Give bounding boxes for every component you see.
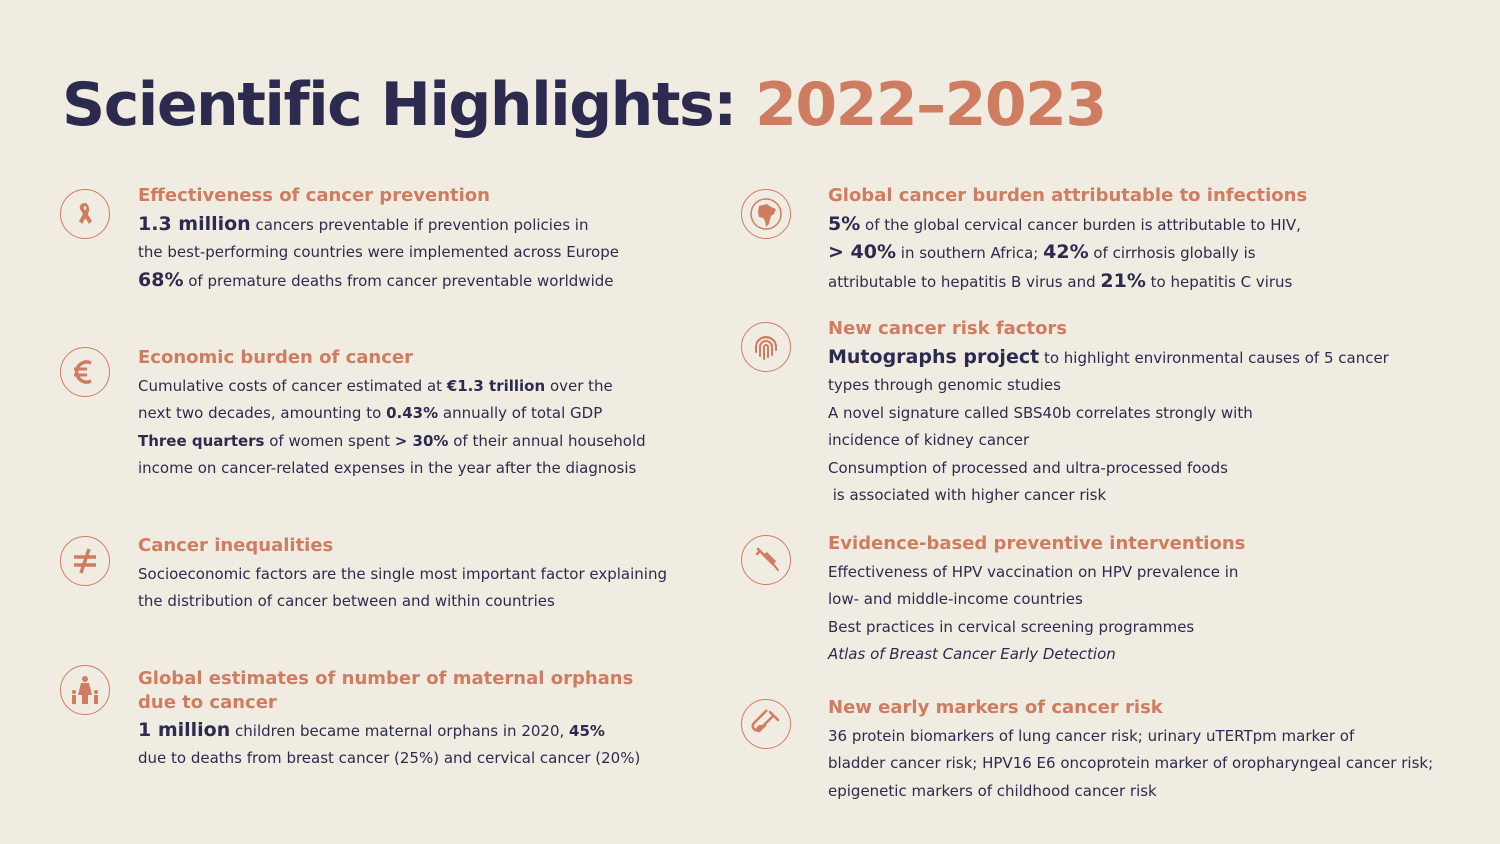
body-prevention (138, 211, 619, 295)
text-line: Best practices in cervical screening programmes (828, 617, 1195, 636)
stat-1-3-million: 1.3 million (138, 213, 251, 235)
stat-45-percent: 45% (569, 722, 605, 740)
text-line: of women spent (264, 431, 395, 450)
text-line: low- and middle-income countries (828, 590, 1083, 609)
heading-risk-factors: New cancer risk factors (828, 318, 1068, 339)
heading-markers: New early markers of cancer risk (828, 697, 1163, 718)
euro-icon (60, 347, 110, 397)
body-orphans (138, 717, 640, 773)
text-line: due to deaths from breast cancer (25%) and cervical cancer (20%) (138, 749, 641, 768)
text-line: epigenetic markers of childhood cancer risk (828, 781, 1157, 800)
heading-line: Global estimates of number of maternal orphans (138, 668, 634, 689)
mother-children-icon (60, 665, 110, 715)
text-line: the distribution of cancer between and within countries (138, 592, 555, 611)
title-year: 2022–2023 (755, 70, 1106, 140)
heading-inequalities: Cancer inequalities (138, 535, 334, 556)
body-risk-factors (828, 344, 1389, 509)
title-main: Scientific Highlights: (62, 70, 736, 140)
page-title (62, 70, 1106, 140)
atlas-title: Atlas of Breast Cancer Early Detection (828, 645, 1116, 664)
stat-1-3-trillion: €1.3 trillion (446, 377, 546, 395)
body-infections (828, 211, 1301, 296)
stat-42-percent: 42% (1043, 241, 1089, 264)
text-line: attributable to hepatitis B virus and (828, 272, 1101, 291)
body-inequalities (138, 561, 667, 616)
stat-1-million: 1 million (138, 719, 231, 741)
text-line: of premature deaths from cancer preventable worldwide (183, 271, 614, 290)
text-line: in southern Africa; (896, 244, 1044, 263)
text-line: to hepatitis C virus (1145, 272, 1293, 291)
test-tube-icon (741, 699, 791, 749)
heading-interventions: Evidence-based preventive interventions (828, 533, 1246, 554)
ribbon-icon (60, 189, 110, 239)
stat-30-percent: > 30% (394, 431, 449, 450)
heading-infections: Global cancer burden attributable to infections (828, 185, 1308, 206)
text-line: types through genomic studies (828, 376, 1061, 395)
text-line: Effectiveness of HPV vaccination on HPV prevalence in (828, 563, 1239, 581)
stat-68-percent: 68% (138, 268, 184, 291)
text-line: Cumulative costs of cancer estimated at (138, 377, 447, 395)
heading-line: due to cancer (138, 692, 277, 713)
heading-prevention: Effectiveness of cancer prevention (138, 185, 490, 206)
text-line: A novel signature called SBS40b correlates strongly with (828, 403, 1253, 422)
text-line: is associated with higher cancer risk (828, 486, 1107, 505)
text-line: 36 protein biomarkers of lung cancer risk; urinary uTERTpm marker of (828, 727, 1355, 745)
text-line: Consumption of processed and ultra-processed foods (828, 458, 1228, 477)
body-interventions (828, 559, 1238, 669)
text-line: incidence of kidney cancer (828, 431, 1030, 450)
fingerprint-icon (741, 322, 791, 372)
not-equal-icon (60, 536, 110, 586)
text-line: the best-performing countries were implemented across Europe (138, 243, 619, 262)
text-line: bladder cancer risk; HPV16 E6 oncoprotein marker of oropharyngeal cancer risk; (828, 754, 1434, 773)
stat-5-percent: 5% (828, 213, 861, 235)
stat-mutographs: Mutographs project (828, 346, 1040, 368)
text-line: of their annual household (448, 431, 646, 450)
stat-40-percent: > 40% (828, 241, 897, 264)
text-line: to highlight environmental causes of 5 cancer (1039, 349, 1389, 367)
stat-21-percent: 21% (1100, 269, 1146, 292)
text-line: annually of total GDP (438, 404, 603, 423)
stat-0-43-percent: 0.43% (386, 404, 439, 423)
stat-three-quarters: Three quarters (138, 431, 265, 450)
heading-orphans (138, 667, 633, 715)
text-line: cancers preventable if prevention policies in (250, 216, 589, 234)
body-markers (828, 723, 1433, 805)
text-line: over the (545, 377, 613, 395)
heading-economic: Economic burden of cancer (138, 347, 413, 368)
text-line: next two decades, amounting to (138, 404, 387, 423)
text-line: of the global cervical cancer burden is attributable to HIV, (860, 216, 1301, 234)
body-economic (138, 373, 646, 483)
text-line: children became maternal orphans in 2020, (230, 722, 570, 740)
text-line: Socioeconomic factors are the single most important factor explaining (138, 565, 667, 583)
africa-globe-icon (741, 189, 791, 239)
text-line: of cirrhosis globally is (1088, 244, 1256, 263)
syringe-icon (741, 535, 791, 585)
text-line: income on cancer-related expenses in the year after the diagnosis (138, 459, 637, 478)
